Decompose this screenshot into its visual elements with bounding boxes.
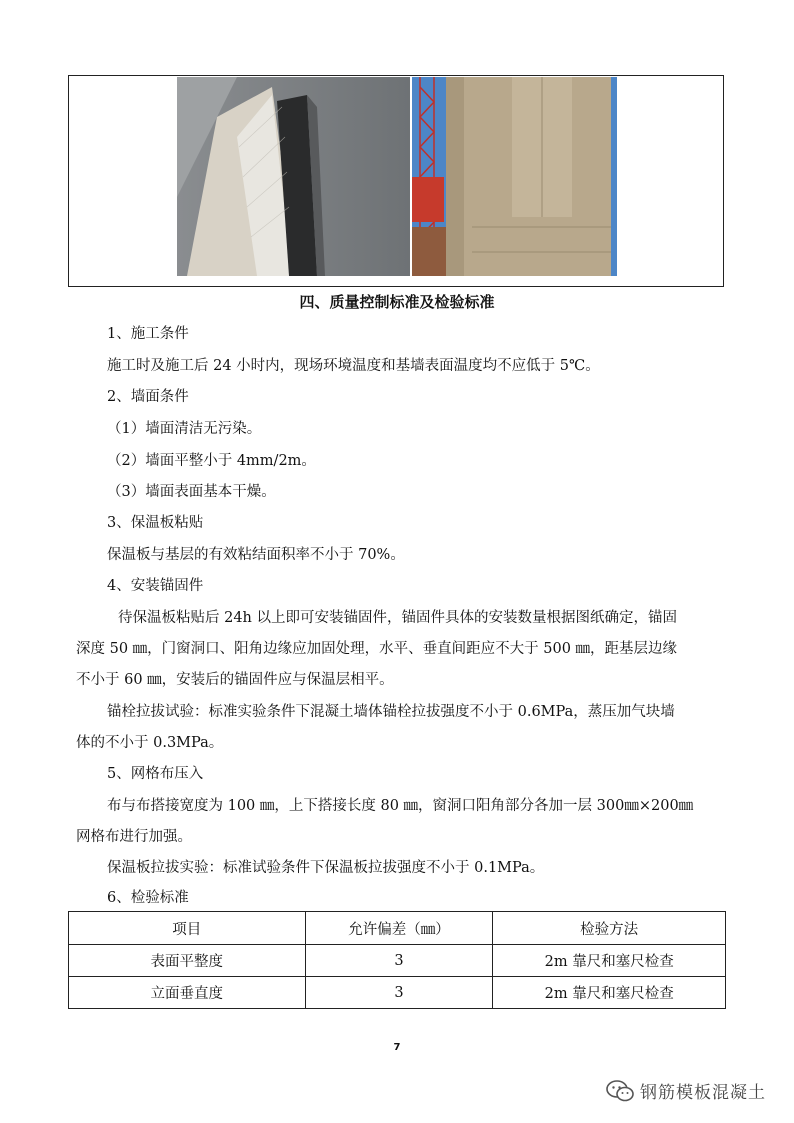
section-4-test-line-2: 体的不小于 0.3MPa。 xyxy=(76,735,224,751)
table-cell: 3 xyxy=(305,945,493,977)
section-4-text-line-3: 不小于 60 ㎜，安装后的锚固件应与保温层相平。 xyxy=(76,672,394,688)
section-2-item-2: （2）墙面平整小于 4mm/2m。 xyxy=(107,453,316,469)
watermark xyxy=(606,1078,766,1103)
section-4-title: 4、安装锚固件 xyxy=(107,578,204,594)
inspection-table xyxy=(68,911,726,1009)
table-header-cell: 允许偏差（㎜） xyxy=(305,912,493,945)
insulation-board-photo xyxy=(177,77,410,276)
section-3-title: 3、保温板粘贴 xyxy=(107,515,204,531)
table-cell: 立面垂直度 xyxy=(69,977,306,1009)
section-5-text-line-1: 布与布搭接宽度为 100 ㎜，上下搭接长度 80 ㎜，窗洞口阳角部分各加一层 300㎜×200㎜ xyxy=(107,798,694,814)
wechat-icon xyxy=(606,1080,634,1102)
photo-frame xyxy=(68,75,724,287)
section-5-text-line-2: 网格布进行加强。 xyxy=(76,829,192,845)
section-5-test: 保温板拉拔实验：标准试验条件下保温板拉拔强度不小于 0.1MPa。 xyxy=(107,860,545,876)
table-header-row xyxy=(69,912,726,945)
section-3-text: 保温板与基层的有效粘结面积率不小于 70%。 xyxy=(107,547,405,563)
table-row xyxy=(69,977,726,1009)
section-2-title: 2、墙面条件 xyxy=(107,389,189,405)
section-5-title: 5、网格布压入 xyxy=(107,766,204,782)
section-1-text: 施工时及施工后 24 小时内，现场环境温度和基墙表面温度均不应低于 5℃。 xyxy=(107,358,600,374)
section-4-text-line-1: 待保温板粘贴后 24h 以上即可安装锚固件，锚固件具体的安装数量根据图纸确定，锚固 xyxy=(118,610,678,626)
section-2-item-1: （1）墙面清洁无污染。 xyxy=(107,421,262,437)
table-row xyxy=(69,945,726,977)
table-cell: 表面平整度 xyxy=(69,945,306,977)
section-2-item-3: （3）墙面表面基本干燥。 xyxy=(107,484,276,500)
table-cell: 2m 靠尺和塞尺检查 xyxy=(493,945,726,977)
page-number: 7 xyxy=(393,1042,401,1053)
section-heading: 四、质量控制标准及检验标准 xyxy=(299,293,495,311)
section-1-title: 1、施工条件 xyxy=(107,326,189,342)
table-cell: 3 xyxy=(305,977,493,1009)
watermark-text: 钢筋模板混凝土 xyxy=(640,1083,766,1103)
table-header-cell: 项目 xyxy=(69,912,306,945)
table-header-cell: 检验方法 xyxy=(493,912,726,945)
table-cell: 2m 靠尺和塞尺检查 xyxy=(493,977,726,1009)
section-4-test-line-1: 锚栓拉拔试验：标准实验条件下混凝土墙体锚栓拉拔强度不小于 0.6MPa，蒸压加气块墙 xyxy=(107,704,675,720)
section-4-text-line-2: 深度 50 ㎜，门窗洞口、阳角边缘应加固处理，水平、垂直间距应不大于 500 ㎜，距基层边缘 xyxy=(76,641,678,657)
building-facade-photo xyxy=(412,77,617,276)
section-6-title: 6、检验标准 xyxy=(107,890,189,906)
